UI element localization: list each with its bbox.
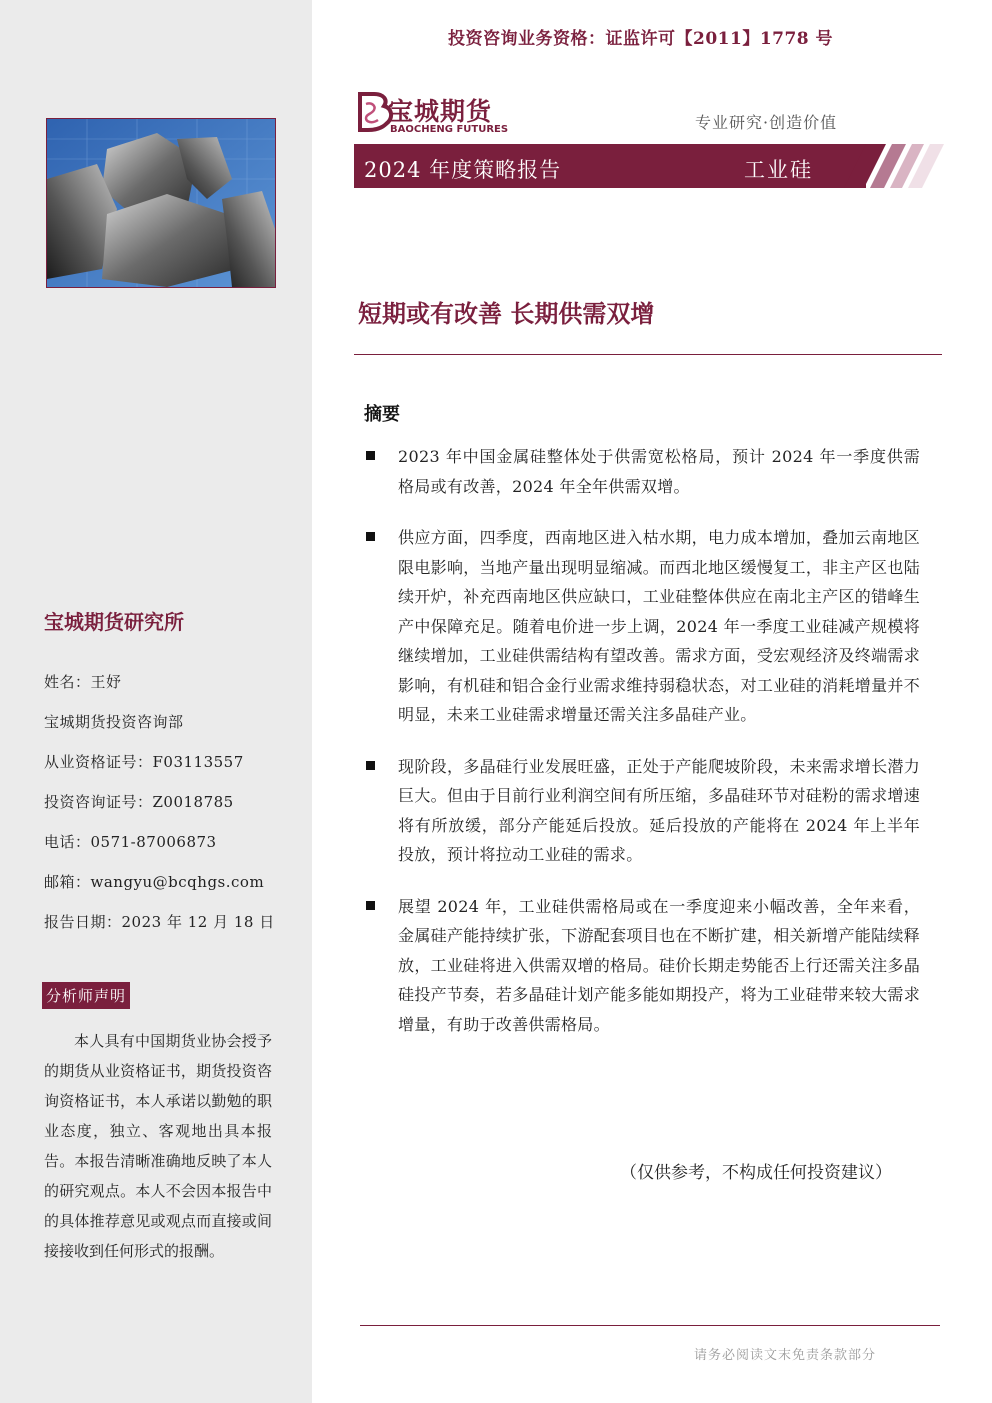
list-item <box>364 442 920 501</box>
department: 宝城期货投资咨询部 <box>44 713 184 731</box>
square-bullet-icon <box>366 901 375 910</box>
analyst-name: 姓名：王妤 <box>44 673 122 691</box>
qualification-number: 从业资格证号：F03113557 <box>44 753 244 771</box>
logo-name-cn: 宝城期货 <box>388 97 493 126</box>
footer-disclaimer: 请务必阅读文末免责条款部分 <box>694 1348 877 1363</box>
footer-divider <box>360 1325 940 1326</box>
reference-note: （仅供参考，不构成任何投资建议） <box>620 1163 892 1183</box>
slogan: 专业研究·创造价值 <box>695 113 838 132</box>
declaration-title: 分析师声明 <box>42 982 130 1009</box>
list-item <box>364 752 920 870</box>
analyst-contact <box>44 670 304 950</box>
square-bullet-icon <box>366 532 375 541</box>
report-topic: 工业硅 <box>744 158 813 182</box>
abstract-list <box>364 442 920 1061</box>
square-bullet-icon <box>366 761 375 770</box>
report-date: 报告日期：2023 年 12 月 18 日 <box>44 913 275 931</box>
phone: 电话：0571-87006873 <box>44 833 217 851</box>
square-bullet-icon <box>366 451 375 460</box>
list-item <box>364 523 920 730</box>
divider <box>354 354 942 355</box>
list-item <box>364 892 920 1040</box>
logo-name-en: BAOCHENG FUTURES <box>390 124 509 135</box>
declaration-text: 本人具有中国期货业协会授予的期货从业资格证书，期货投资咨询资格证书，本人承诺以勤勉的职业态度，独立、客观地出具本报告。本报告清晰准确地反映了本人的研究观点。本人不会因本报告中的具体推荐意见或观点而直接或间接接收到任何形式的报酬。 <box>44 1032 272 1260</box>
abstract-title: 摘要 <box>364 404 400 425</box>
institute-name: 宝城期货研究所 <box>44 610 184 634</box>
abstract-paragraph: 现阶段，多晶硅行业发展旺盛，正处于产能爬坡阶段，未来需求增长潜力巨大。但由于目前行业利润空间有所压缩，多晶硅环节对硅粉的需求增速将有所放缓，部分产能延后投放。延后投放的产能将在 2024 年上半年投放，预计将拉动工业硅的需求。 <box>398 756 920 864</box>
email: 邮箱：wangyu@bcqhgs.com <box>44 873 265 891</box>
consulting-number: 投资咨询证号：Z0018785 <box>44 793 234 811</box>
license-statement: 投资咨询业务资格：证监许可【2011】1778 号 <box>448 29 834 49</box>
abstract-paragraph: 展望 2024 年，工业硅供需格局或在一季度迎来小幅改善，全年来看，金属硅产能持续扩张，下游配套项目也在不断扩建，相关新增产能陆续释放，工业硅将进入供需双增的格局。硅价长期走势能否上行还需关注多晶硅投产节奏，若多晶硅计划产能多能如期投产，将为工业硅带来较大需求增量，有助于改善供需格局。 <box>398 896 920 1034</box>
abstract-paragraph: 供应方面，四季度，西南地区进入枯水期，电力成本增加，叠加云南地区限电影响，当地产量出现明显缩减。而西北地区缓慢复工，非主产区也陆续开炉，补充西南地区供应缺口，工业硅整体供应在南北主产区的错峰生产中保障充足。随着电价进一步上调，2024 年一季度工业硅减产规模将继续增加，工业硅供需结构有望改善。需求方面，受宏观经济及终端需求影响，有机硅和铝合金行业需求维持弱稳状态，对工业硅的消耗增量并不明显，未来工业硅需求增量还需关注多晶硅产业。 <box>398 528 920 724</box>
abstract-paragraph: 2023 年中国金属硅整体处于供需宽松格局，预计 2024 年一季度供需格局或有改善，2024 年全年供需双增。 <box>398 447 920 496</box>
report-type: 2024 年度策略报告 <box>364 158 562 182</box>
report-headline: 短期或有改善 长期供需双增 <box>358 300 655 328</box>
silicon-metal-photo <box>46 118 276 288</box>
